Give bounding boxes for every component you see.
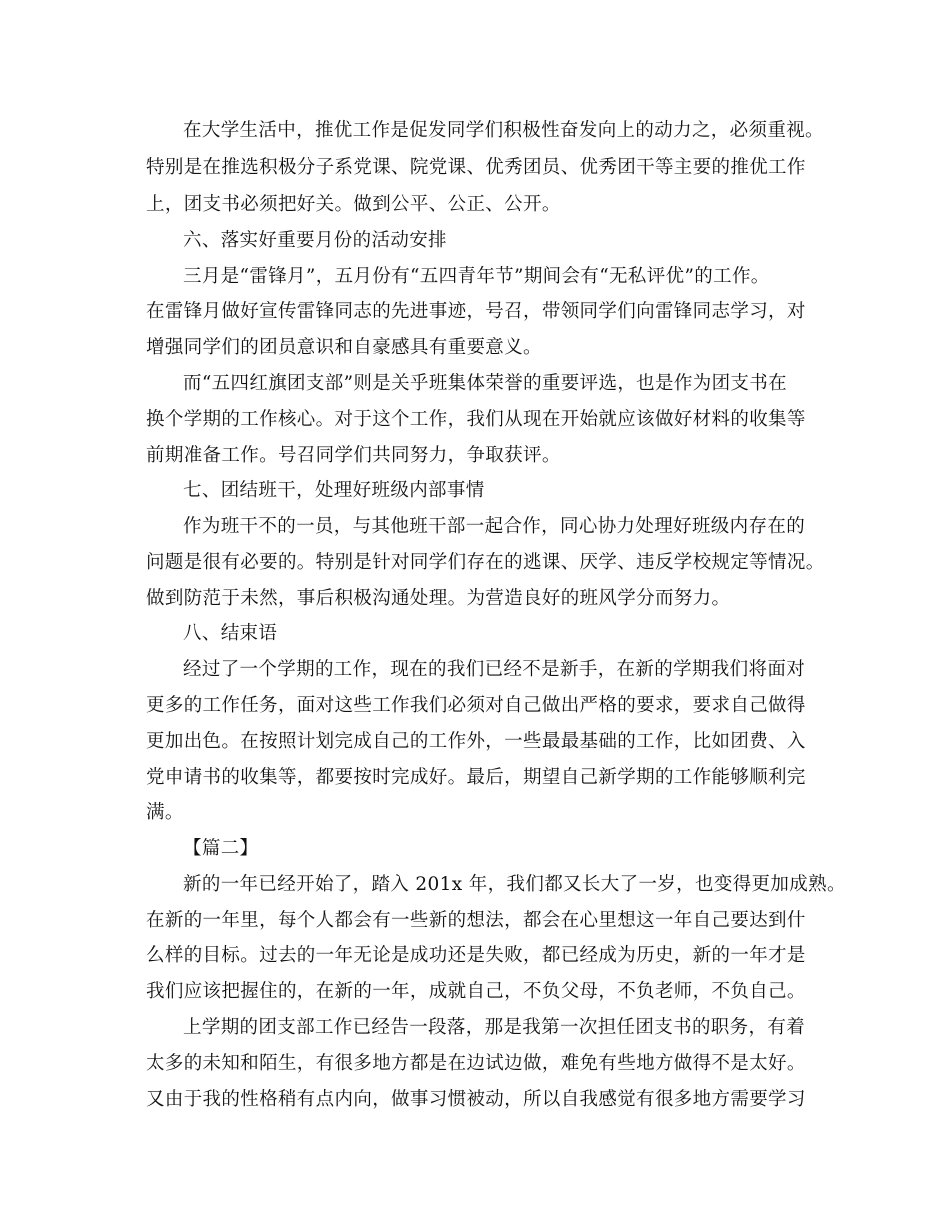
paragraph-line: 更多的工作任务，面对这些工作我们必须对自己做出严格的要求，要求自己做得: [146, 695, 806, 716]
paragraph-line: 前期准备工作。号召同学们共同努力，争取获评。: [146, 445, 561, 466]
paragraph-line: 更加出色。在按照计划完成自己的工作外，一些最最基础的工作，比如团费、入: [146, 731, 806, 752]
section-heading: 七、团结班干，处理好班级内部事情: [183, 480, 485, 501]
section-heading: 六、落实好重要月份的活动安排: [183, 230, 447, 251]
section-heading: 八、结束语: [183, 623, 278, 644]
paragraph-line: 换个学期的工作核心。对于这个工作，我们从现在开始就应该做好材料的收集等: [146, 409, 806, 430]
paragraph-line: 我们应该把握住的，在新的一年，成就自己，不负父母，不负老师，不负自己。: [146, 981, 806, 1002]
paragraph-line: 而“五四红旗团支部”则是关乎班集体荣誉的重要评选，也是作为团支书在: [183, 373, 787, 394]
paragraph-line: 新的一年已经开始了，踏入 201x 年，我们都又长大了一岁，也变得更加成熟。: [183, 874, 846, 895]
paragraph-line: 党申请书的收集等，都要按时完成好。最后，期望自己新学期的工作能够顺利完: [146, 767, 806, 788]
paragraph-line: 作为班干不的一员，与其他班干部一起合作，同心协力处理好班级内存在的: [183, 516, 806, 537]
paragraph-line: 上，团支书必须把好关。做到公平、公正、公开。: [146, 194, 561, 215]
paragraph-line: 增强同学们的团员意识和自豪感具有重要意义。: [146, 337, 542, 358]
paragraph-line: 特别是在推选积极分子系党课、院党课、优秀团员、优秀团干等主要的推优工作: [146, 157, 806, 178]
paragraph-line: 经过了一个学期的工作，现在的我们已经不是新手，在新的学期我们将面对: [183, 659, 806, 680]
paragraph-line: 上学期的团支部工作已经告一段落，那是我第一次担任团支书的职务，有着: [183, 1017, 806, 1038]
paragraph-line: 在大学生活中，推优工作是促发同学们积极性奋发向上的动力之，必须重视。: [183, 120, 824, 141]
paragraph-line: 么样的目标。过去的一年无论是成功还是失败，都已经成为历史，新的一年才是: [146, 945, 806, 966]
part-heading: 【篇二】: [183, 838, 259, 859]
paragraph-line: 问题是很有必要的。特别是针对同学们存在的逃课、厌学、违反学校规定等情况。: [146, 552, 825, 573]
paragraph-line: 太多的未知和陌生，有很多地方都是在边试边做，难免有些地方做得不是太好。: [146, 1053, 806, 1074]
paragraph-line: 在雷锋月做好宣传雷锋同志的先进事迹，号召，带领同学们向雷锋同志学习，对: [146, 301, 806, 322]
paragraph-line: 满。: [146, 802, 184, 823]
paragraph-line: 又由于我的性格稍有点内向，做事习惯被动，所以自我感觉有很多地方需要学习: [146, 1089, 806, 1110]
paragraph-line: 三月是“雷锋月”，五月份有“五四青年节”期间会有“无私评优”的工作。: [183, 266, 770, 287]
paragraph-line: 在新的一年里，每个人都会有一些新的想法，都会在心里想这一年自己要达到什: [146, 910, 806, 931]
paragraph-line: 做到防范于未然，事后积极沟通处理。为营造良好的班风学分而努力。: [146, 588, 731, 609]
